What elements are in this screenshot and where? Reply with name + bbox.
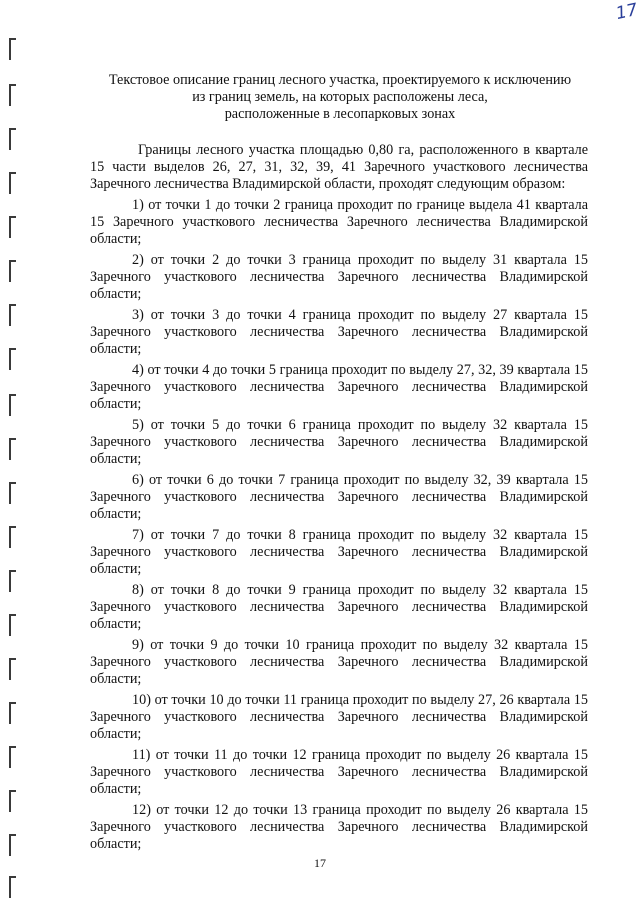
document-title xyxy=(90,72,590,123)
boundary-item: 5) от точки 5 до точки 6 граница проходит по выделу 32 квартала 15 Заречного участкового лесничества Заречного лесничества Владимирской области; xyxy=(90,417,588,467)
boundary-item: 9) от точки 9 до точки 10 граница проходит по выделу 32 квартала 15 Заречного участкового лесничества Заречного лесничества Владимирской области; xyxy=(90,637,588,687)
boundary-item: 8) от точки 8 до точки 9 граница проходит по выделу 32 квартала 15 Заречного участкового лесничества Заречного лесничества Владимирской области; xyxy=(90,582,588,632)
binding-mark xyxy=(9,834,17,856)
boundary-item: 3) от точки 3 до точки 4 граница проходит по выделу 27 квартала 15 Заречного участкового лесничества Заречного лесничества Владимирской области; xyxy=(90,307,588,357)
title-line: Текстовое описание границ лесного участка, проектируемого к исключению xyxy=(108,72,572,88)
boundary-item: 4) от точки 4 до точки 5 граница проходит по выделу 27, 32, 39 квартала 15 Заречного участкового лесничества Заречного лесничества Владимирской области; xyxy=(90,362,588,412)
boundary-item: 7) от точки 7 до точки 8 граница проходит по выделу 32 квартала 15 Заречного участкового лесничества Заречного лесничества Владимирской области; xyxy=(90,527,588,577)
binding-mark xyxy=(9,216,17,238)
binding-mark xyxy=(9,790,17,812)
binding-mark xyxy=(9,876,17,898)
boundary-item: 2) от точки 2 до точки 3 граница проходит по выделу 31 квартала 15 Заречного участкового лесничества Заречного лесничества Владимирской области; xyxy=(90,252,588,302)
boundary-item: 6) от точки 6 до точки 7 граница проходит по выделу 32, 39 квартала 15 Заречного участкового лесничества Заречного лесничества Владимирской области; xyxy=(90,472,588,522)
binding-mark xyxy=(9,658,17,680)
binding-mark xyxy=(9,260,17,282)
boundary-item: 1) от точки 1 до точки 2 граница проходит по границе выдела 41 квартала 15 Заречного участкового лесничества Заречного лесничества Владимирской области; xyxy=(90,197,588,247)
binding-mark xyxy=(9,570,17,592)
binding-mark xyxy=(9,304,17,326)
binding-mark xyxy=(9,348,17,370)
page-number: 17 xyxy=(314,856,326,870)
document-body xyxy=(90,142,588,857)
binding-mark xyxy=(9,84,17,106)
intro-paragraph: Границы лесного участка площадью 0,80 га, расположенного в квартале 15 части выделов 26, 27, 31, 32, 39, 41 Заречного участкового лесничества Заречного лесничества Владимирской области, проходят следующим образом: xyxy=(90,142,588,192)
binding-mark xyxy=(9,614,17,636)
boundary-item: 10) от точки 10 до точки 11 граница проходит по выделу 27, 26 квартала 15 Заречного участкового лесничества Заречного лесничества Владимирской области; xyxy=(90,692,588,742)
boundary-item: 11) от точки 11 до точки 12 граница проходит по выделу 26 квартала 15 Заречного участкового лесничества Заречного лесничества Владимирской области; xyxy=(90,747,588,797)
title-line: из границ земель, на которых расположены леса, xyxy=(192,89,488,105)
binding-mark xyxy=(9,38,17,60)
handwritten-page-mark: 17 xyxy=(614,0,640,25)
binding-mark xyxy=(9,172,17,194)
binding-mark xyxy=(9,746,17,768)
binding-mark xyxy=(9,438,17,460)
binding-mark xyxy=(9,482,17,504)
binding-mark xyxy=(9,526,17,548)
binding-mark xyxy=(9,394,17,416)
boundary-item: 12) от точки 12 до точки 13 граница проходит по выделу 26 квартала 15 Заречного участкового лесничества Заречного лесничества Владимирской области; xyxy=(90,802,588,852)
title-line: расположенные в лесопарковых зонах xyxy=(224,106,456,122)
binding-mark xyxy=(9,702,17,724)
binding-mark xyxy=(9,128,17,150)
